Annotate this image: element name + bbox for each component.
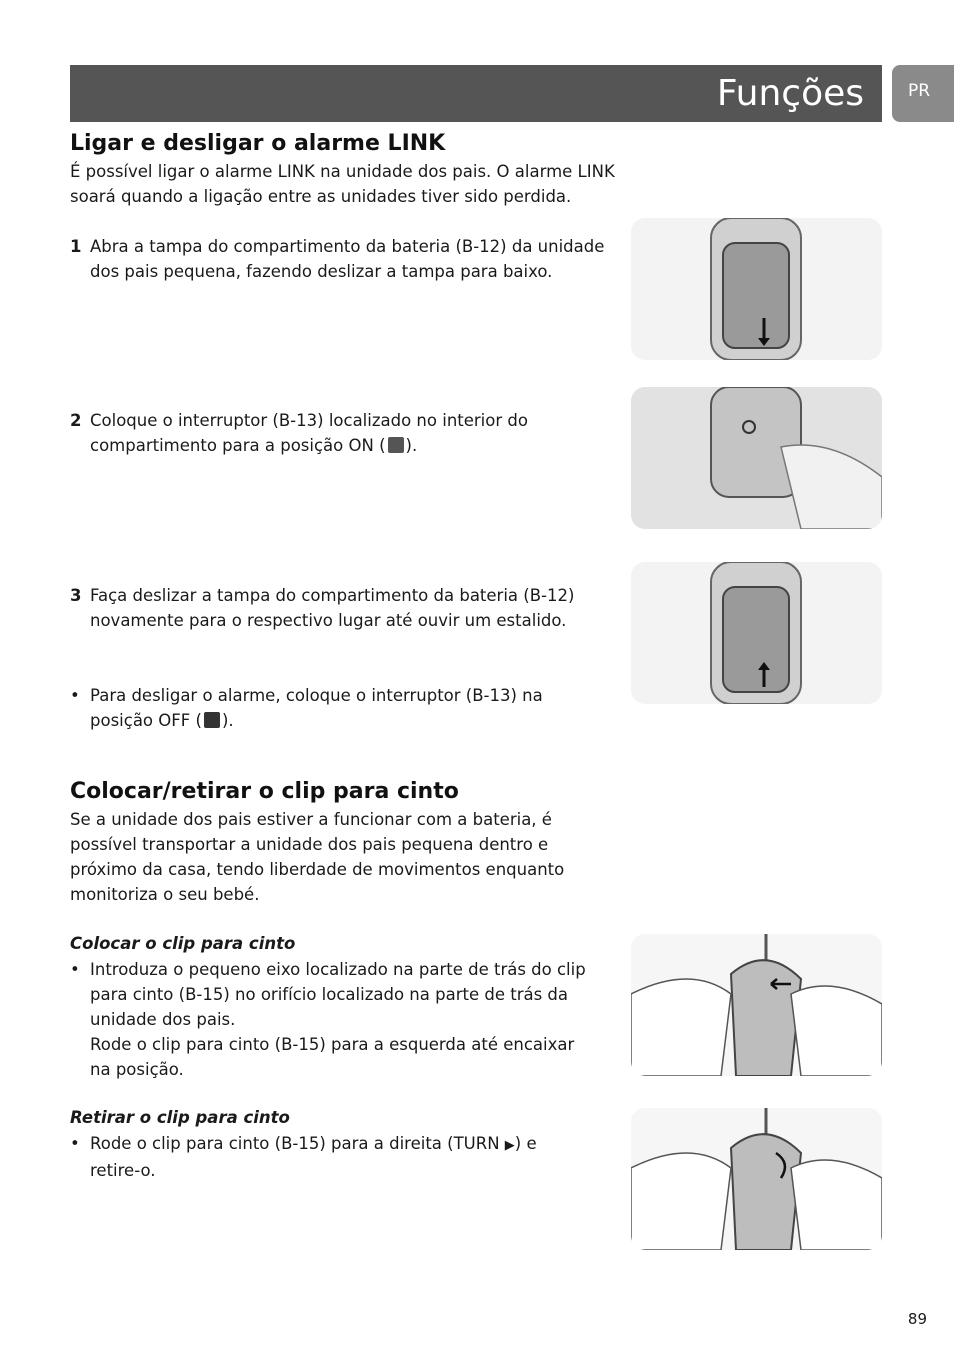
attach-line: para cinto (B-15) no orifício localizado na parte de trás da bbox=[90, 985, 569, 1004]
intro-line: É possível ligar o alarme LINK na unidade dos pais. O alarme LINK bbox=[70, 162, 615, 181]
remove-line: retire-o. bbox=[90, 1161, 156, 1180]
step-line-part: ). bbox=[405, 436, 418, 455]
step-number: 2 bbox=[70, 411, 82, 430]
switch-on-icon bbox=[388, 437, 404, 453]
page-number: 89 bbox=[907, 1310, 927, 1328]
attach-line: Rode o clip para cinto (B-15) para a esquerda até encaixar bbox=[90, 1035, 575, 1054]
remove-text bbox=[90, 1131, 537, 1183]
device-illustration bbox=[631, 218, 882, 360]
bullet-symbol: • bbox=[70, 1134, 80, 1153]
remove-line bbox=[90, 1131, 537, 1158]
step-text bbox=[90, 234, 604, 284]
step-text bbox=[90, 583, 574, 633]
play-icon: ▶ bbox=[504, 1138, 515, 1153]
bullet-line bbox=[90, 708, 543, 733]
device-illustration bbox=[631, 562, 882, 704]
intro-line: próximo da casa, tendo liberdade de movimentos enquanto bbox=[70, 860, 565, 879]
step-line: novamente para o respectivo lugar até ouvir um estalido. bbox=[90, 611, 567, 630]
step-text bbox=[90, 408, 528, 458]
step-line: dos pais pequena, fazendo deslizar a tampa para baixo. bbox=[90, 262, 553, 281]
step-line bbox=[90, 433, 528, 458]
bullet-symbol: • bbox=[70, 686, 80, 705]
bullet-text bbox=[90, 683, 543, 733]
step-line-part: compartimento para a posição ON ( bbox=[90, 436, 386, 455]
section1-intro bbox=[70, 159, 615, 209]
section2-intro bbox=[70, 807, 564, 907]
attach-line: Introduza o pequeno eixo localizado na parte de trás do clip bbox=[90, 960, 586, 979]
device-illustration bbox=[631, 387, 882, 529]
hands-illustration bbox=[631, 1108, 882, 1250]
bullet-line-part: ). bbox=[221, 711, 234, 730]
step-number: 3 bbox=[70, 586, 82, 605]
illustration-attach-clip bbox=[631, 934, 882, 1076]
bullet-line-part: posição OFF ( bbox=[90, 711, 202, 730]
step-line: Abra a tampa do compartimento da bateria (B-12) da unidade bbox=[90, 237, 605, 256]
step-line: Faça deslizar a tampa do compartimento da bateria (B-12) bbox=[90, 586, 575, 605]
intro-line: Se a unidade dos pais estiver a funcionar com a bateria, é bbox=[70, 810, 552, 829]
attach-text bbox=[90, 957, 586, 1082]
hands-illustration bbox=[631, 934, 882, 1076]
illustration-open-cover bbox=[631, 218, 882, 360]
step-line: Coloque o interruptor (B-13) localizado no interior do bbox=[90, 411, 528, 430]
language-tab: PR bbox=[892, 65, 954, 122]
bullet-line: Para desligar o alarme, coloque o interruptor (B-13) na bbox=[90, 686, 543, 705]
subheading-remove-clip: Retirar o clip para cinto bbox=[70, 1108, 290, 1127]
header-bar bbox=[70, 65, 882, 122]
illustration-remove-clip bbox=[631, 1108, 882, 1250]
page-title: Funções bbox=[716, 73, 864, 114]
section-heading-link-alarm: Ligar e desligar o alarme LINK bbox=[70, 131, 446, 156]
intro-line: monitoriza o seu bebé. bbox=[70, 885, 260, 904]
intro-line: possível transportar a unidade dos pais pequena dentro e bbox=[70, 835, 549, 854]
bullet-symbol: • bbox=[70, 960, 80, 979]
remove-line-part: Rode o clip para cinto (B-15) para a direita (TURN bbox=[90, 1134, 500, 1153]
attach-line: unidade dos pais. bbox=[90, 1010, 236, 1029]
subheading-attach-clip: Colocar o clip para cinto bbox=[70, 934, 296, 953]
remove-line-part: ) e bbox=[514, 1134, 537, 1153]
attach-line: na posição. bbox=[90, 1060, 184, 1079]
section-heading-belt-clip: Colocar/retirar o clip para cinto bbox=[70, 779, 459, 804]
switch-off-icon bbox=[204, 712, 220, 728]
intro-line: soará quando a ligação entre as unidades tiver sido perdida. bbox=[70, 187, 572, 206]
illustration-switch-on bbox=[631, 387, 882, 529]
step-number: 1 bbox=[70, 237, 82, 256]
illustration-close-cover bbox=[631, 562, 882, 704]
